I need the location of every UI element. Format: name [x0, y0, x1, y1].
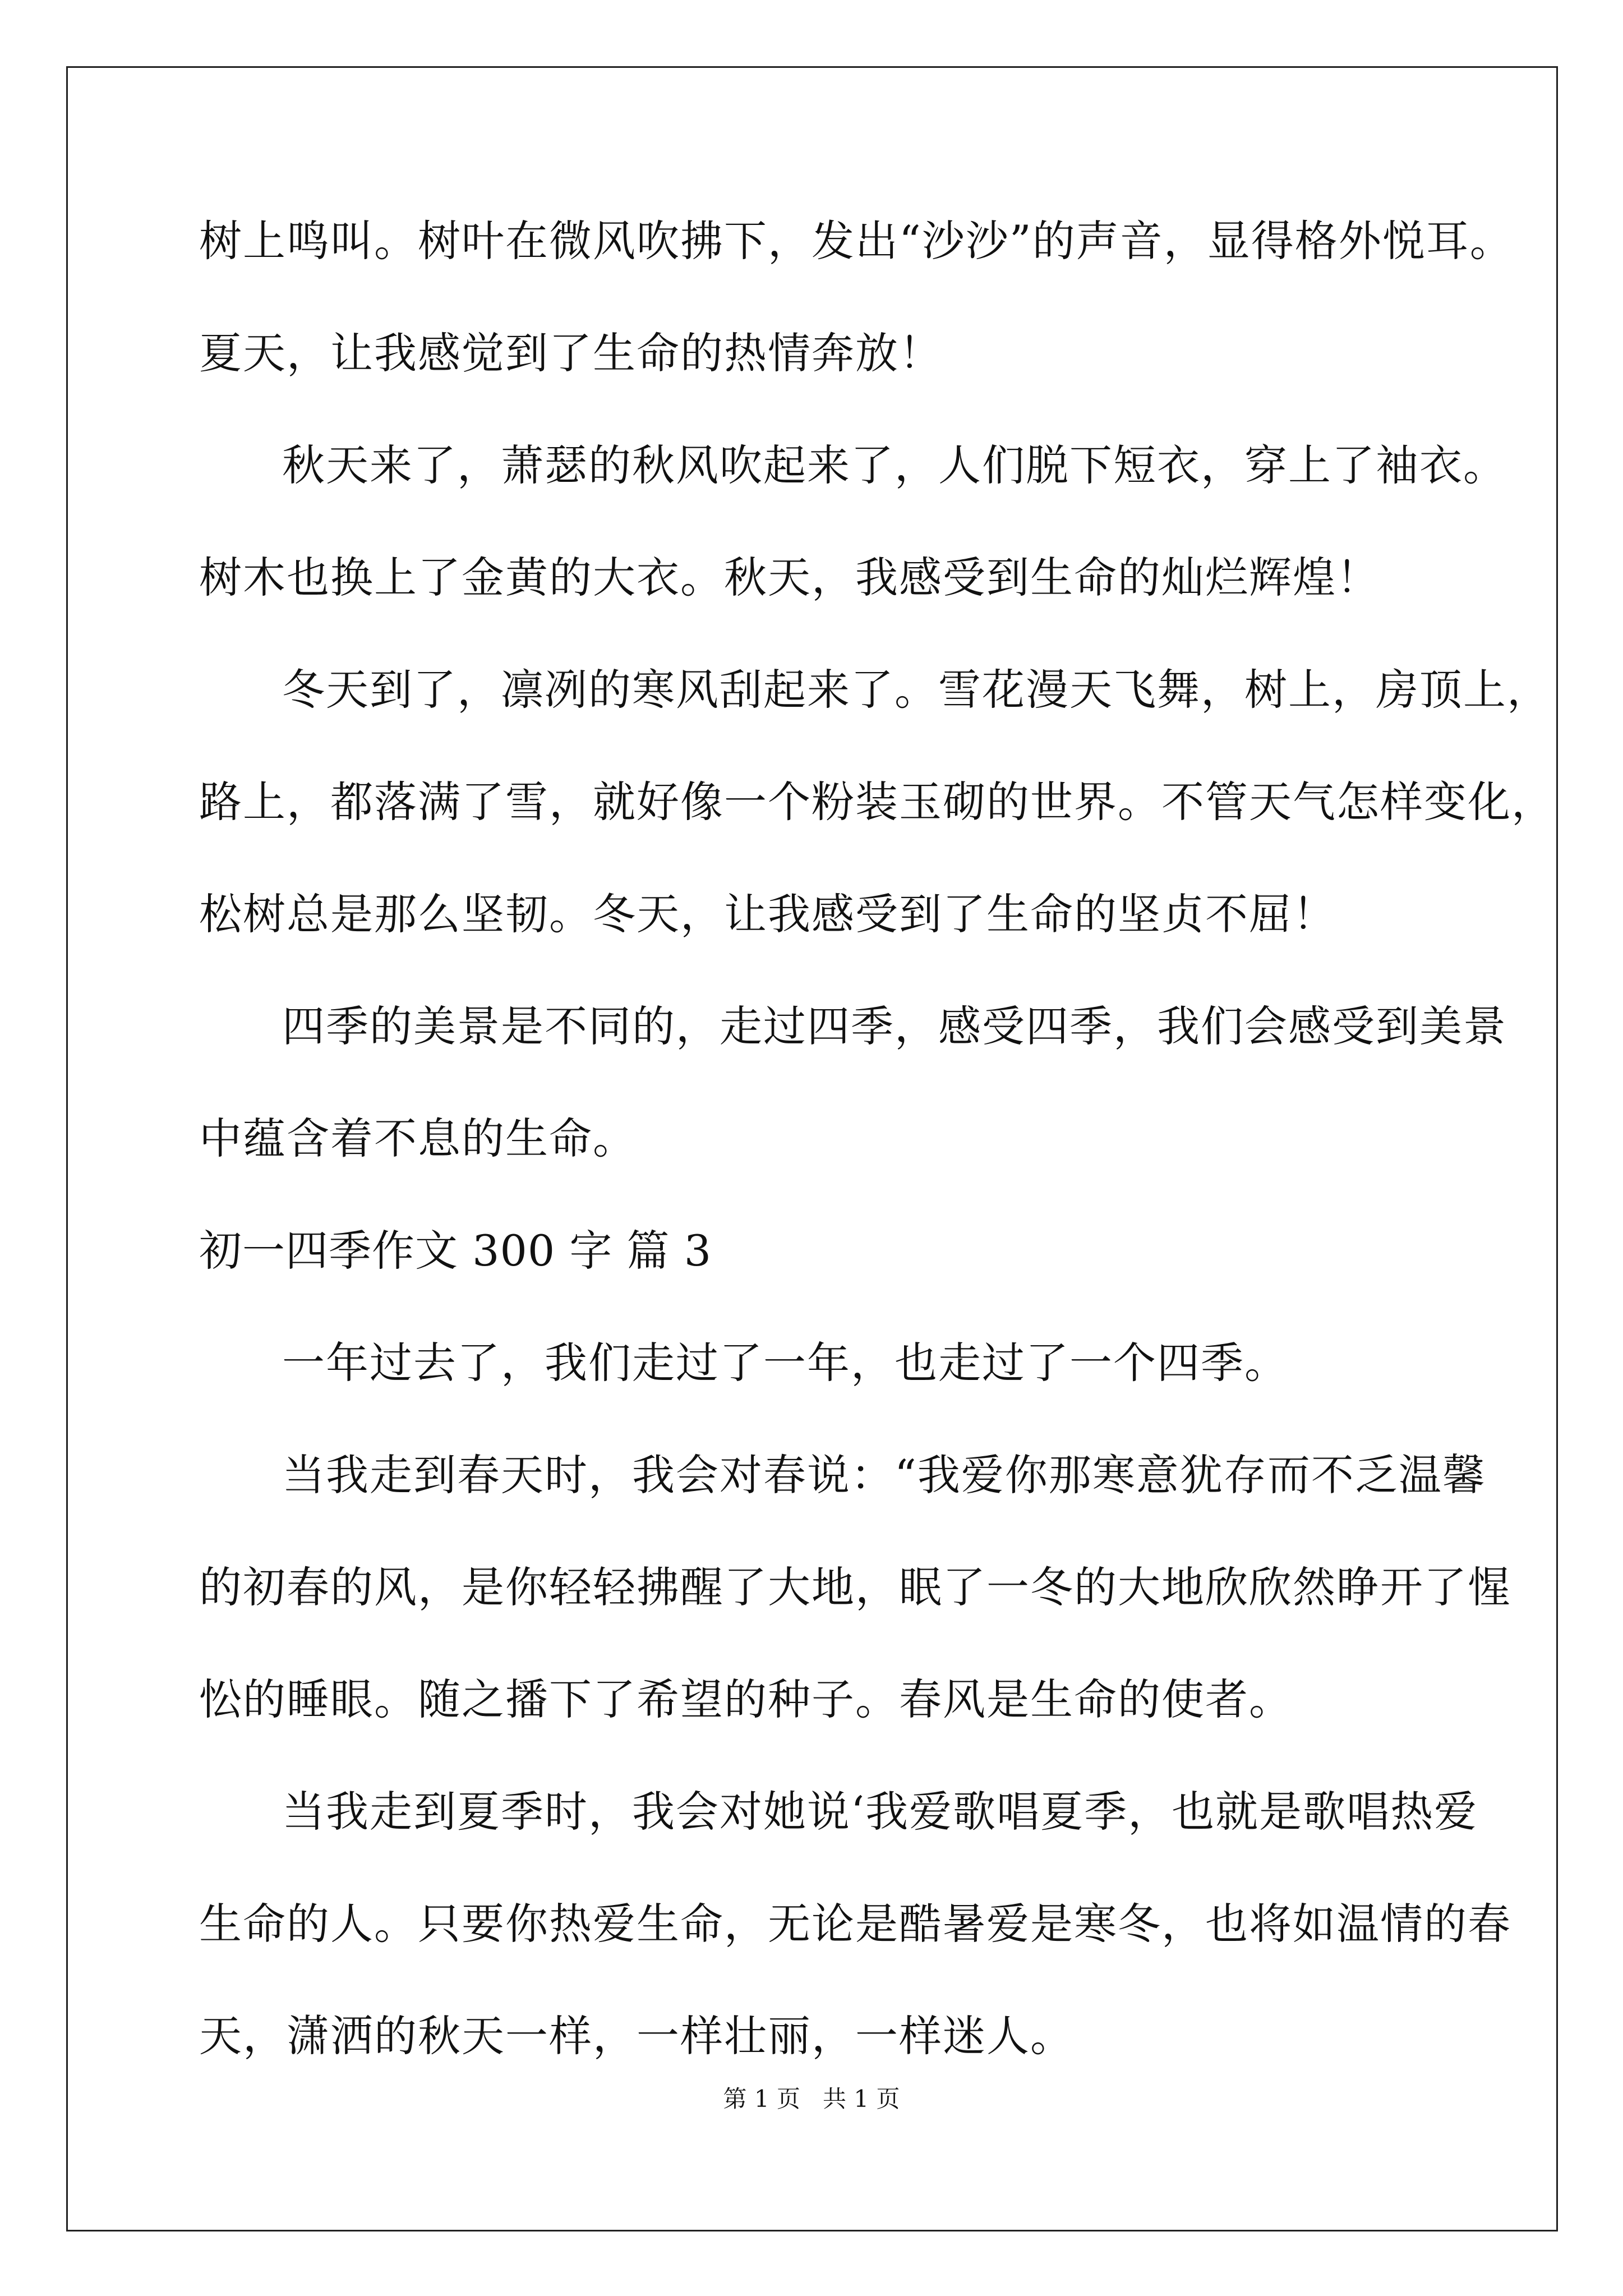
text-line: 生命的人。只要你热爱生命，无论是酷暑爱是寒冬，也将如温情的春: [199, 1899, 1511, 1949]
text-line: 的初春的风，是你轻轻拂醒了大地，眠了一冬的大地欣欣然睁开了惺: [199, 1562, 1511, 1612]
text-line: 夏天，让我感觉到了生命的热情奔放！: [199, 328, 943, 378]
paragraph-start-line: 秋天来了，萧瑟的秋风吹起来了，人们脱下短衣，穿上了袖衣。: [282, 440, 1507, 490]
paragraph-start-line: 当我走到春天时，我会对春说：“我爱你那寒意犹存而不乏温馨: [282, 1450, 1486, 1500]
document-body: [199, 185, 1555, 2092]
paragraph-start-line: 冬天到了，凛冽的寒风刮起来了。雪花漫天飞舞，树上，房顶上，: [282, 665, 1551, 715]
text-line: 路上，都落满了雪，就好像一个粉装玉砌的世界。不管天气怎样变化，: [199, 777, 1555, 827]
page-footer: 第 1 页 共 1 页: [723, 2085, 900, 2113]
paragraph-start-line: 四季的美景是不同的，走过四季，感受四季，我们会感受到美景: [282, 1001, 1507, 1051]
paragraph-start-line: 一年过去了，我们走过了一年，也走过了一个四季。: [282, 1338, 1288, 1388]
text-line: 树木也换上了金黄的大衣。秋天，我感受到生命的灿烂辉煌！: [199, 553, 1380, 602]
text-line: 天，潇洒的秋天一样，一样壮丽，一样迷人。: [199, 2011, 1074, 2061]
text-line: 中蕴含着不息的生命。: [199, 1114, 637, 1163]
section-heading: 初一四季作文 300 字 篇 3: [199, 1226, 712, 1276]
text-line: 忪的睡眼。随之播下了希望的种子。春风是生命的使者。: [199, 1674, 1293, 1724]
paragraph-start-line: 当我走到夏季时，我会对她说‘我爱歌唱夏季，也就是歌唱热爱: [282, 1787, 1478, 1837]
text-line: 松树总是那么坚韧。冬天，让我感受到了生命的坚贞不屈！: [199, 889, 1336, 939]
text-line: 树上鸣叫。树叶在微风吹拂下，发出“沙沙”的声音，显得格外悦耳。: [199, 216, 1514, 266]
